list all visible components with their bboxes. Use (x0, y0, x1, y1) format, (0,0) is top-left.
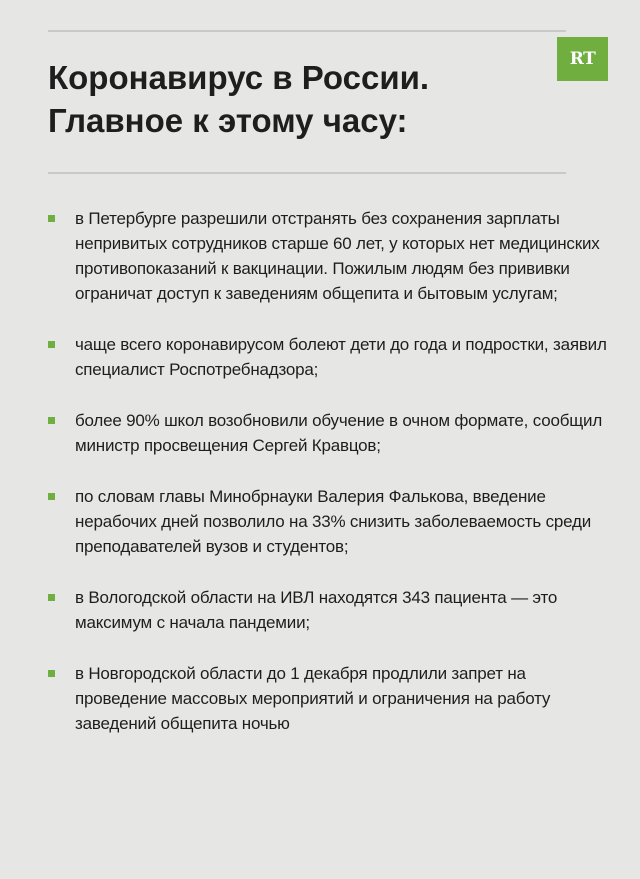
title-line-2: Главное к этому часу: (48, 102, 408, 139)
list-item (48, 585, 608, 635)
bullet-square-icon (48, 215, 55, 222)
list-item (48, 206, 608, 306)
list-item (48, 332, 608, 382)
title-divider (48, 172, 566, 174)
bullet-square-icon (48, 670, 55, 677)
list-item-text: в Новгородской области до 1 декабря продлили запрет на проведение массовых мероприятий и ограничения на работу заведений общепита ночью (75, 664, 551, 733)
title-line-1: Коронавирус в России. (48, 59, 430, 96)
news-list (48, 206, 608, 762)
rt-logo (557, 37, 608, 81)
list-item-text: чаще всего коронавирусом болеют дети до года и подростки, заявил специалист Роспотребнадзора; (75, 335, 607, 379)
top-divider (48, 30, 566, 32)
list-item-text: по словам главы Минобрнауки Валерия Фалькова, введение нерабочих дней позволило на 33% снизить заболеваемость среди преподавателей вузов и студентов; (75, 487, 592, 556)
list-item-text: в Петербурге разрешили отстранять без сохранения зарплаты непривитых сотрудников старше 60 лет, у которых нет медицинских противопоказаний к вакцинации. Пожилым людям без прививки ограничат доступ к заведениям общепита и бытовым услугам; (75, 209, 600, 303)
page-title (48, 56, 518, 142)
bullet-square-icon (48, 493, 55, 500)
bullet-square-icon (48, 594, 55, 601)
list-item (48, 408, 608, 458)
list-item-text: в Вологодской области на ИВЛ находятся 343 пациента — это максимум с начала пандемии; (75, 588, 558, 632)
bullet-square-icon (48, 341, 55, 348)
list-item (48, 484, 608, 559)
list-item (48, 661, 608, 736)
rt-logo-text: RT (569, 49, 596, 69)
bullet-square-icon (48, 417, 55, 424)
list-item-text: более 90% школ возобновили обучение в очном формате, сообщил министр просвещения Сергей Кравцов; (75, 411, 603, 455)
